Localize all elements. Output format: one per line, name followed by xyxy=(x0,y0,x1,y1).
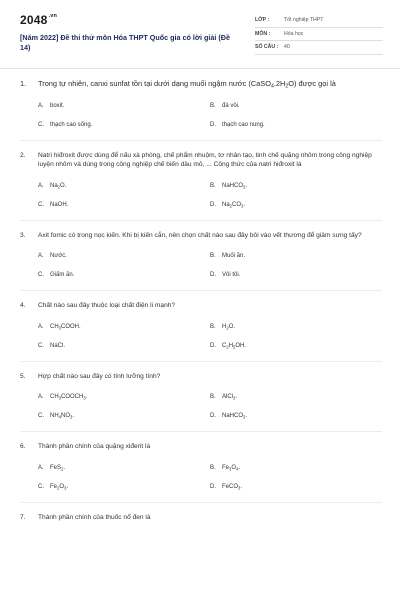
option-text: $Fe_3O_4$. xyxy=(222,464,241,471)
question-4 xyxy=(20,301,382,349)
answer-option[interactable] xyxy=(38,394,210,400)
meta-value: 40 xyxy=(284,44,290,51)
question-number: 7. xyxy=(20,513,26,521)
answer-option[interactable] xyxy=(38,484,210,490)
question-number: 6. xyxy=(20,443,26,450)
question-number: 3. xyxy=(20,231,26,239)
answer-option[interactable] xyxy=(210,484,382,490)
answer-option[interactable] xyxy=(210,103,382,109)
option-letter: C. xyxy=(38,413,44,419)
question-text: Axit fomic có trong nọc kiến. Khi bị kiến cắn, nên chọn chất nào sau đây bôi vào vết thương để giảm sưng tấy? xyxy=(38,231,362,239)
option-text: boxit. xyxy=(50,102,65,109)
question-stem xyxy=(20,513,382,523)
option-text: NaHCO$_3$. xyxy=(222,182,248,189)
logo-suffix: .vn xyxy=(48,13,58,19)
option-letter: D. xyxy=(210,342,216,349)
question-text: Natri hiđroxit được dùng để nấu xà phòng, chế phẩm nhuộm, tơ nhân tạo, tinh chế quặng nhôm trong công nghiệp luyện nhôm và dùng trong công nghiệp chế biến dầu mỏ, ... Công thức của natri hiđroxit là xyxy=(38,151,372,168)
option-text: Giấm ăn. xyxy=(50,272,75,278)
question-divider xyxy=(20,220,382,221)
option-letter: C. xyxy=(38,272,44,278)
answer-option[interactable] xyxy=(210,394,382,400)
document-title: [Năm 2022] Đề thi thử môn Hóa THPT Quốc gia có lời giải (Đề 14) xyxy=(20,33,230,52)
option-text: $NH_4NO_3$. xyxy=(50,413,75,420)
question-divider xyxy=(20,502,382,503)
logo-text: 2048 xyxy=(20,13,48,27)
option-text: NaOH. xyxy=(50,201,69,208)
option-letter: B. xyxy=(210,182,216,189)
answer-option[interactable] xyxy=(210,324,382,330)
option-text: NaCl. xyxy=(50,342,66,349)
meta-value: Hóa học xyxy=(284,30,304,37)
answer-option[interactable] xyxy=(210,272,382,278)
option-text: Vôi tôi. xyxy=(222,272,241,278)
option-letter: B. xyxy=(210,464,216,471)
answer-option[interactable] xyxy=(38,465,210,471)
question-text: Chất nào sau đây thuộc loại chất điện li mạnh? xyxy=(38,302,176,309)
question-divider xyxy=(20,140,382,141)
option-letter: A. xyxy=(38,323,44,330)
option-letter: D. xyxy=(210,121,216,128)
question-divider xyxy=(20,290,382,291)
answer-option[interactable] xyxy=(38,103,210,109)
option-text: $Na_2O$. xyxy=(50,182,67,189)
option-letter: A. xyxy=(38,102,44,109)
question-stem xyxy=(20,301,382,311)
meta-row-grade xyxy=(255,14,383,28)
answer-options xyxy=(20,183,382,208)
answer-option[interactable] xyxy=(38,343,210,349)
question-3 xyxy=(20,231,382,279)
question-text: Trong tự nhiên, canxi sunfat tồn tại dưới dạng muối ngậm nước $(CaSO_4.2H_2O)$ được gọi là xyxy=(38,79,336,90)
option-letter: C. xyxy=(38,342,44,349)
answer-option[interactable] xyxy=(210,413,382,419)
option-text: $H_2O$. xyxy=(222,323,236,330)
option-text: thạch cao sống. xyxy=(50,121,93,128)
option-letter: B. xyxy=(210,394,216,400)
question-number: 2. xyxy=(20,151,26,159)
question-stem xyxy=(20,151,382,170)
question-6 xyxy=(20,442,382,490)
header-divider xyxy=(0,68,400,69)
question-text: Thành phần chính của thuốc nổ đen là xyxy=(38,513,151,521)
question-stem xyxy=(20,78,382,90)
option-text: Muối ăn. xyxy=(222,253,246,259)
question-number: 1. xyxy=(20,79,27,88)
meta-label: LỚP : xyxy=(255,17,270,24)
option-text: FeCO$_3$. xyxy=(222,483,243,490)
site-logo[interactable] xyxy=(20,13,57,27)
option-letter: A. xyxy=(38,253,44,259)
question-list xyxy=(20,78,382,534)
option-letter: D. xyxy=(210,272,216,278)
answer-option[interactable] xyxy=(210,122,382,128)
option-text: $Na_2CO_3$. xyxy=(222,201,246,208)
option-text: FeS$_2$. xyxy=(50,464,66,471)
meta-label: SỐ CÂU : xyxy=(255,44,279,51)
option-letter: B. xyxy=(210,102,216,109)
answer-option[interactable] xyxy=(210,202,382,208)
answer-option[interactable] xyxy=(38,183,210,189)
option-letter: D. xyxy=(210,201,216,208)
option-letter: A. xyxy=(38,182,44,189)
question-number: 5. xyxy=(20,372,26,380)
option-text: thạch cao nung. xyxy=(222,121,265,128)
answer-option[interactable] xyxy=(210,183,382,189)
question-number: 4. xyxy=(20,302,26,309)
question-5 xyxy=(20,372,382,420)
option-letter: D. xyxy=(210,413,216,419)
answer-options xyxy=(20,394,382,419)
option-letter: B. xyxy=(210,253,216,259)
answer-options xyxy=(20,253,382,278)
option-text: NaHCO$_3$. xyxy=(222,413,248,420)
question-2 xyxy=(20,151,382,208)
option-text: đá vôi. xyxy=(222,102,240,109)
question-stem xyxy=(20,231,382,241)
answer-option[interactable] xyxy=(38,413,210,419)
question-text: Hợp chất nào sau đây có tính lưỡng tính? xyxy=(38,372,161,380)
option-text: $CH_3COOCH_3$. xyxy=(50,394,88,401)
option-letter: C. xyxy=(38,121,44,128)
option-letter: C. xyxy=(38,201,44,208)
option-text: $C_2H_5OH$. xyxy=(222,342,247,349)
question-divider xyxy=(20,431,382,432)
meta-row-subject xyxy=(255,28,383,42)
option-letter: C. xyxy=(38,483,44,490)
option-letter: B. xyxy=(210,323,216,330)
answer-options xyxy=(20,103,382,128)
option-text: $CH_3COOH$. xyxy=(50,323,81,330)
meta-label: MÔN : xyxy=(255,30,271,37)
question-stem xyxy=(20,442,382,452)
answer-options xyxy=(20,465,382,490)
option-text: AlCl$_3$. xyxy=(222,394,238,401)
question-text: Thành phần chính của quặng xiđerit là xyxy=(38,443,151,450)
answer-option[interactable] xyxy=(210,465,382,471)
question-7 xyxy=(20,513,382,523)
answer-option[interactable] xyxy=(38,324,210,330)
option-text: Nước. xyxy=(50,253,67,259)
answer-option[interactable] xyxy=(38,253,210,259)
meta-row-count xyxy=(255,41,383,55)
answer-option[interactable] xyxy=(38,122,210,128)
option-letter: A. xyxy=(38,464,44,471)
answer-option[interactable] xyxy=(210,343,382,349)
option-text: $Fe_2O_3$. xyxy=(50,483,69,490)
question-1 xyxy=(20,78,382,128)
answer-option[interactable] xyxy=(38,272,210,278)
question-divider xyxy=(20,361,382,362)
question-stem xyxy=(20,372,382,382)
answer-option[interactable] xyxy=(210,253,382,259)
option-letter: A. xyxy=(38,394,44,400)
option-letter: D. xyxy=(210,483,216,490)
meta-value: Tốt nghiệp THPT xyxy=(284,17,324,24)
answer-option[interactable] xyxy=(38,202,210,208)
exam-meta xyxy=(255,14,383,55)
answer-options xyxy=(20,324,382,349)
